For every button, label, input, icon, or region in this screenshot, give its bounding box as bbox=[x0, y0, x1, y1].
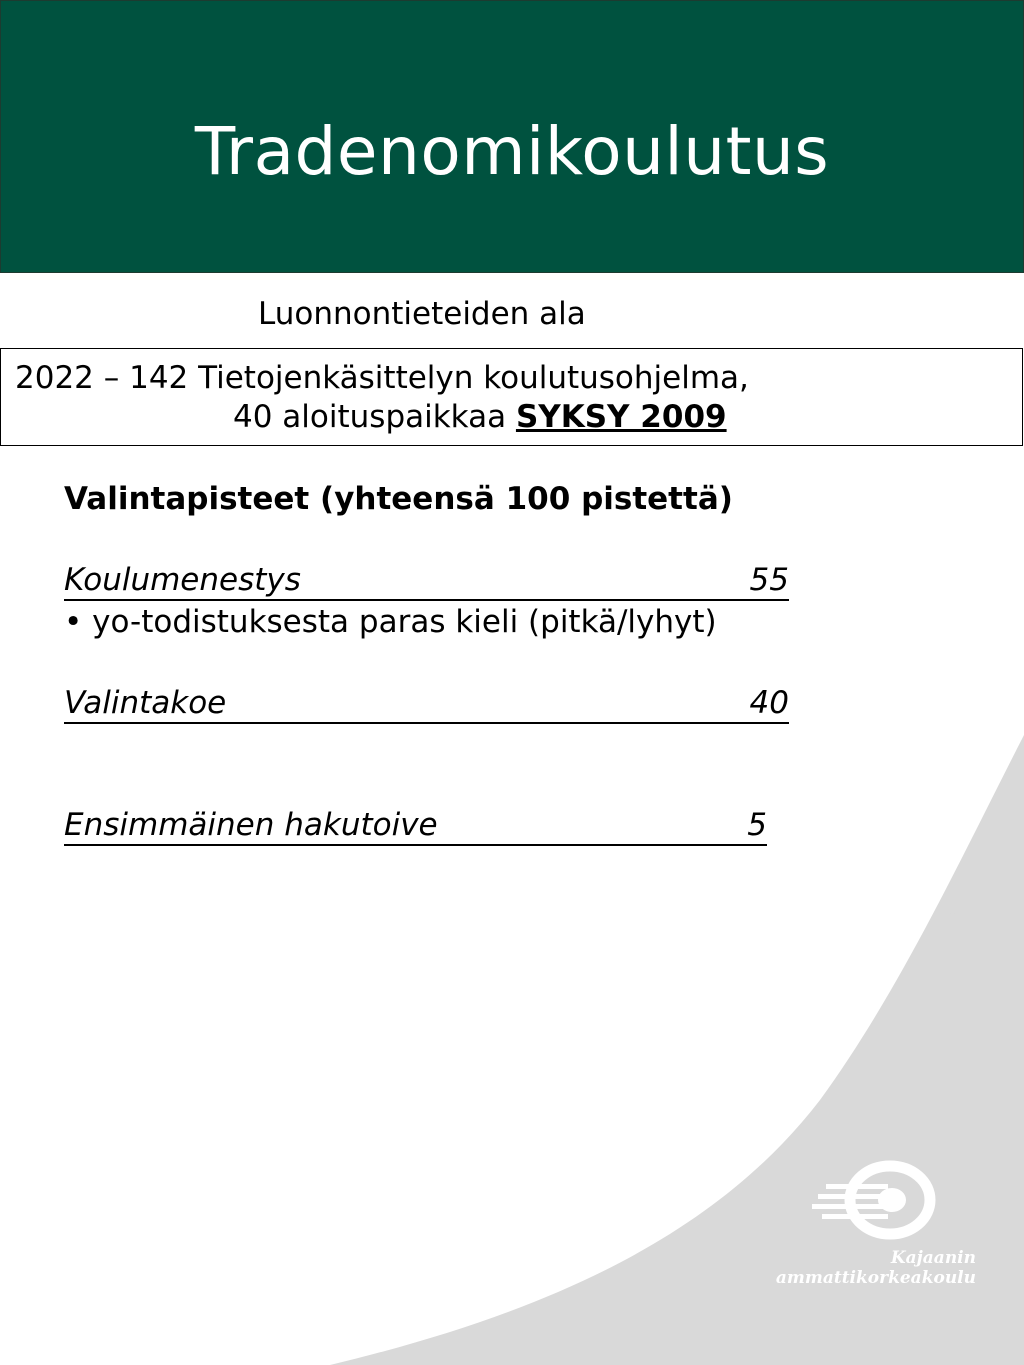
logo-text-line2: ammattikorkeakoulu bbox=[775, 1268, 976, 1288]
points-label: Koulumenestys bbox=[64, 562, 301, 598]
page-title: Tradenomikoulutus bbox=[194, 113, 830, 190]
program-term: SYKSY 2009 bbox=[515, 399, 727, 435]
logo-text-line1: Kajaanin bbox=[890, 1248, 976, 1268]
kajaani-logo bbox=[770, 1160, 980, 1300]
points-heading: Valintapisteet (yhteensä 100 pistettä) bbox=[64, 481, 733, 517]
logo-text bbox=[770, 1248, 976, 1288]
points-bullet: • yo-todistuksesta paras kieli (pitkä/lyhyt) bbox=[64, 604, 717, 640]
points-label: Ensimmäinen hakutoive bbox=[64, 807, 438, 843]
points-value: 55 bbox=[749, 562, 789, 598]
program-seats: 40 aloituspaikkaa bbox=[233, 399, 516, 435]
points-value: 40 bbox=[749, 685, 789, 721]
program-title: 2022 – 142 Tietojenkäsittelyn koulutusohjelma, bbox=[15, 360, 749, 396]
points-value: 5 bbox=[747, 807, 767, 843]
points-row-entrance-exam bbox=[64, 684, 789, 724]
points-label: Valintakoe bbox=[64, 685, 227, 721]
points-row-first-choice bbox=[64, 806, 767, 846]
field-subtitle: Luonnontieteiden ala bbox=[258, 296, 586, 332]
points-row-school-success bbox=[64, 561, 789, 601]
logo-emblem-icon bbox=[812, 1160, 937, 1245]
program-box bbox=[0, 348, 1023, 446]
program-details bbox=[233, 398, 727, 436]
